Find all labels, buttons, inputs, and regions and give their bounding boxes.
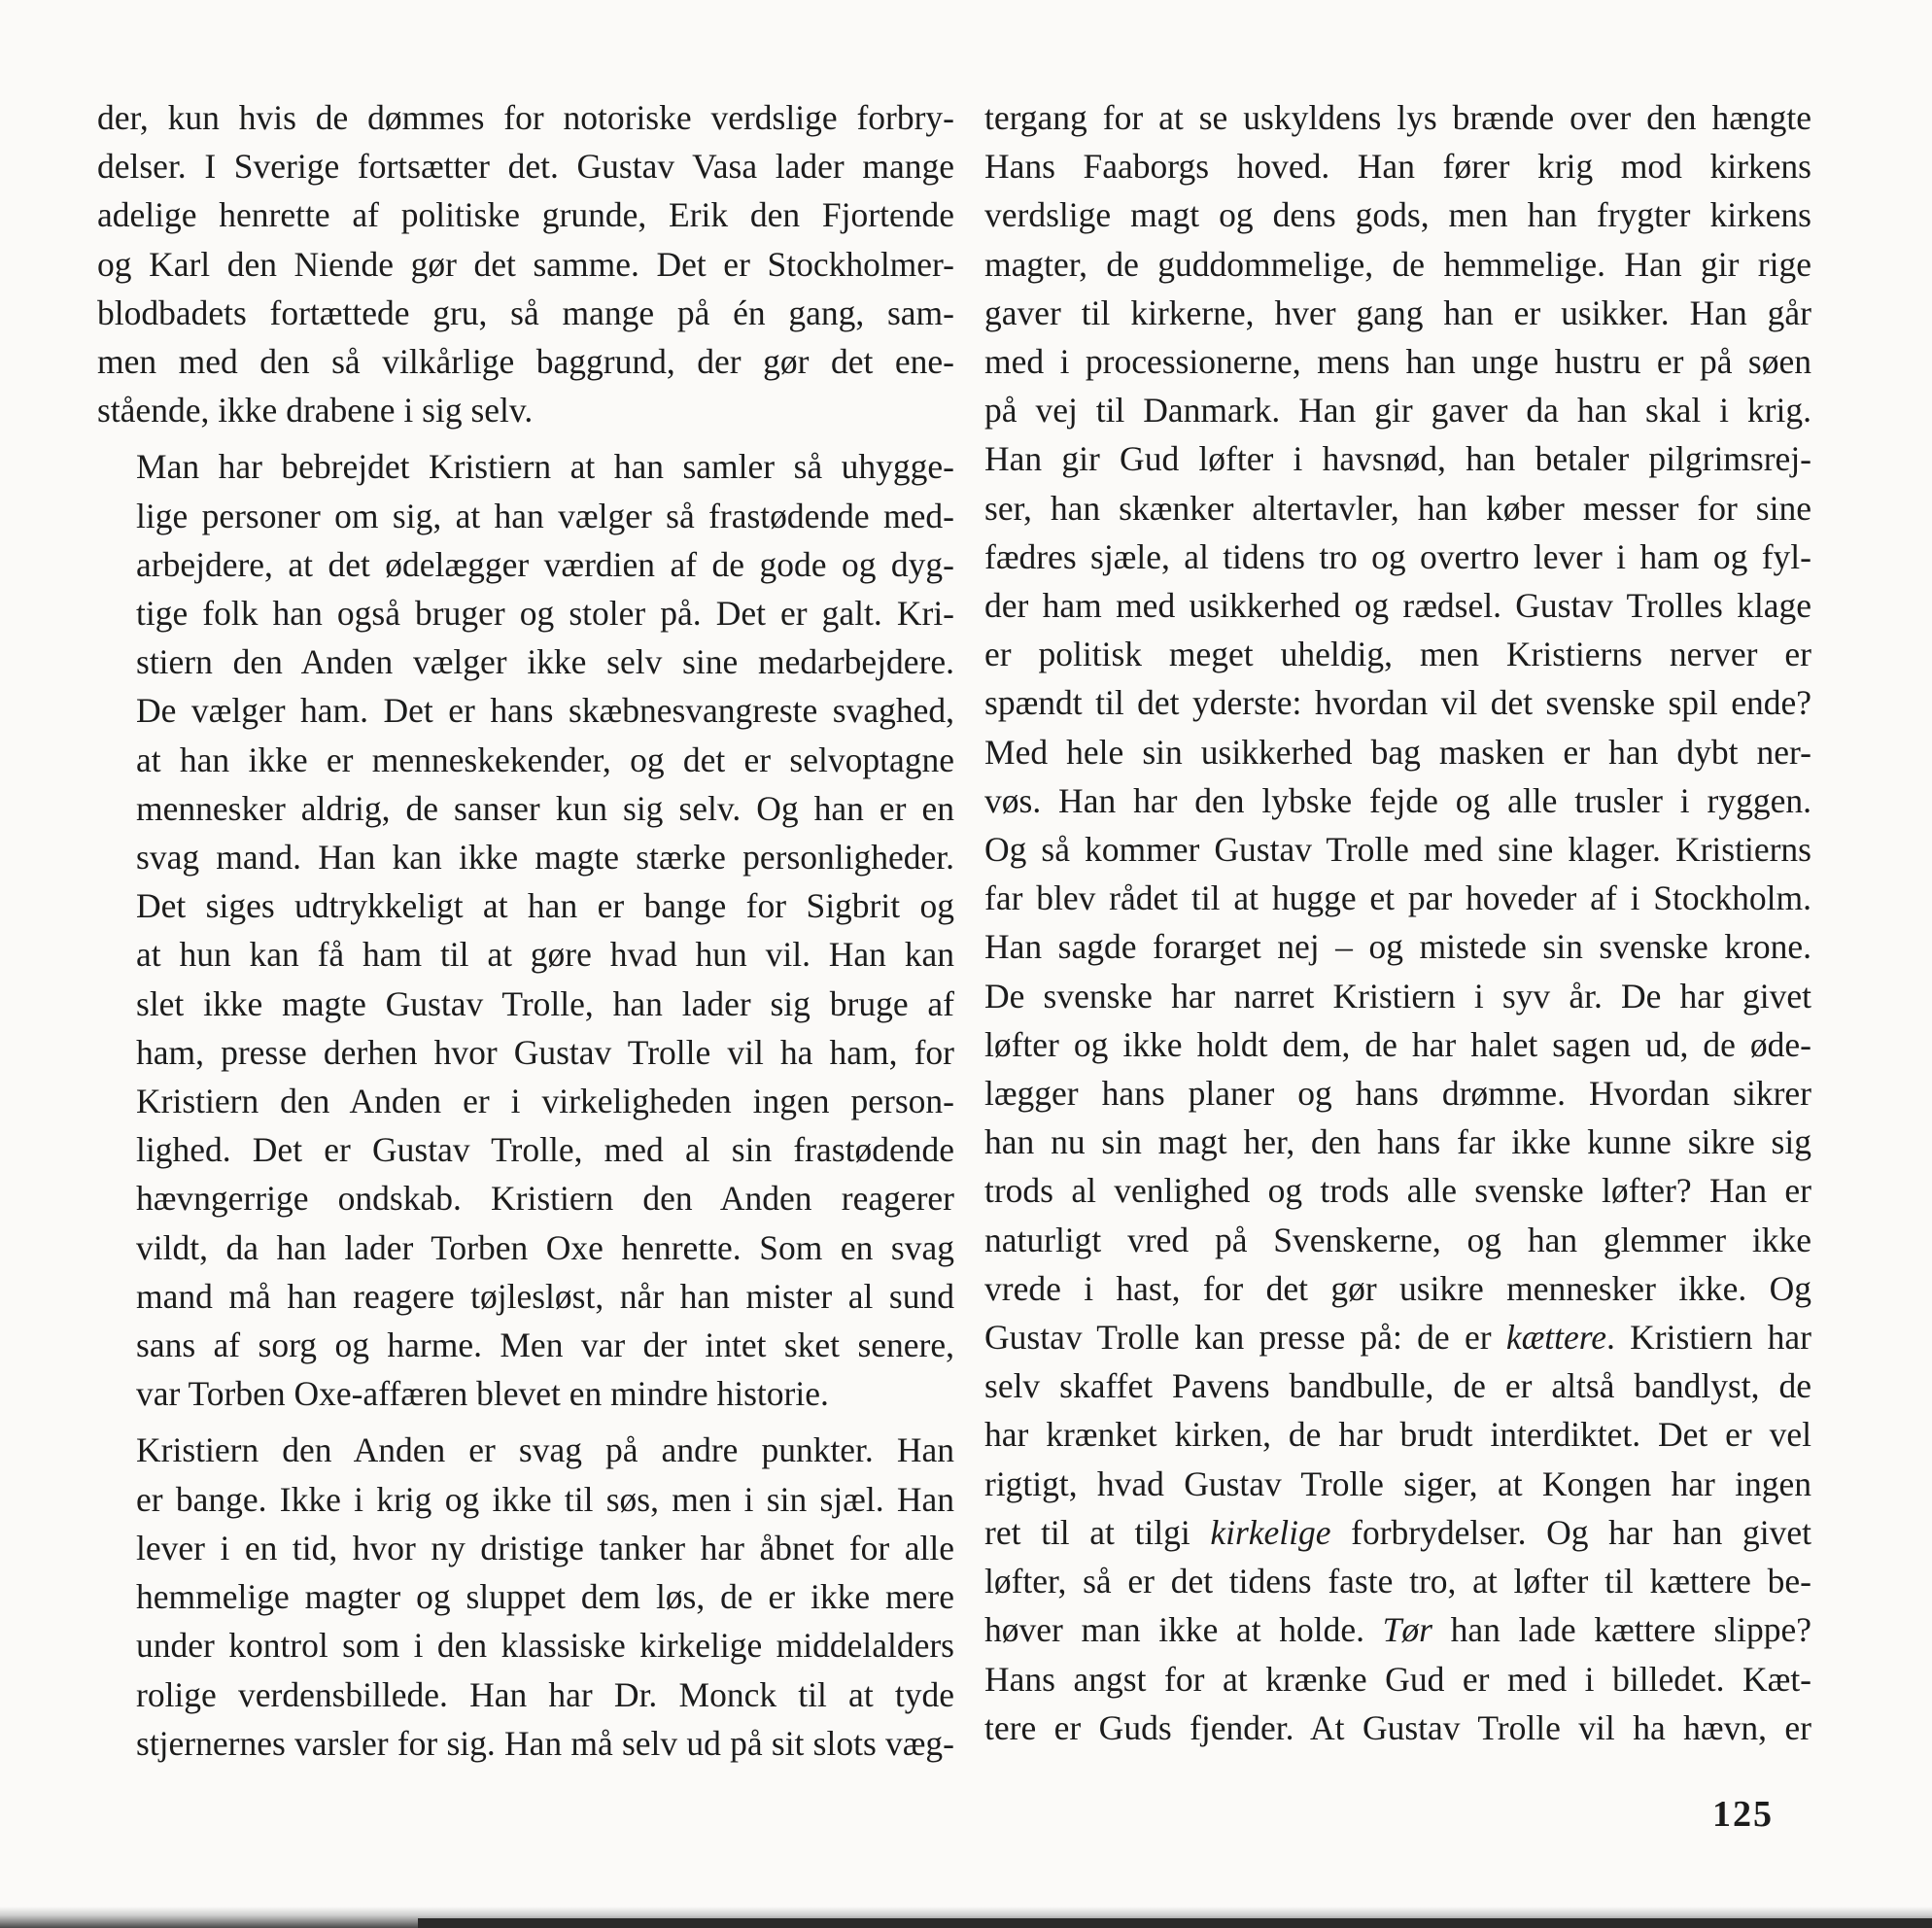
text-line: Hans angst for at krænke Gud er med i billedet. Kæt-	[984, 1659, 1811, 1699]
text-line: vrede i hast, for det gør usikre mennesker ikke. Og	[984, 1268, 1811, 1308]
text-line: lige personer om sig, at han vælger så frastødende med-	[136, 496, 954, 535]
text-line: Med hele sin usikkerhed bag masken er han dybt ner-	[984, 732, 1811, 772]
text-line: lægger hans planer og hans drømme. Hvordan sikrer	[984, 1074, 1811, 1114]
text-line: far blev rådet til at hugge et par hoveder af i Stockholm.	[984, 878, 1811, 918]
text-line: der ham med usikkerhed og rædsel. Gustav Trolles klage	[984, 586, 1811, 626]
paragraph	[984, 93, 1811, 1752]
text-fragment: ret til at tilgi	[984, 1512, 1211, 1552]
text-line: ham, presse derhen hvor Gustav Trolle vil ha ham, for	[136, 1032, 954, 1072]
text-line: hemmelige magter og sluppet dem løs, de er ikke mere	[136, 1577, 954, 1617]
text-line: naturligt vred på Svenskerne, og han glemmer ikke	[984, 1220, 1811, 1259]
text-line: på vej til Danmark. Han gir gaver da han skal i krig.	[984, 391, 1811, 430]
text-line: og Karl den Niende gør det samme. Det er Stockholmer-	[97, 244, 954, 284]
italic-word: kirkelige	[1210, 1512, 1331, 1552]
text-line: stiern den Anden vælger ikke selv sine medarbejdere.	[136, 642, 954, 682]
text-line: er bange. Ikke i krig og ikke til søs, men i sin sjæl. Han	[136, 1479, 954, 1519]
text-line: lever i en tid, hvor ny dristige tanker har åbnet for alle	[136, 1528, 954, 1567]
text-line: tige folk han også bruger og stoler på. Det er galt. Kri-	[136, 594, 954, 634]
text-line: lighed. Det er Gustav Trolle, med al sin frastødende	[136, 1130, 954, 1170]
text-line: at han ikke er menneskekender, og det er selvoptagne	[136, 740, 954, 779]
text-line: De vælger ham. Det er hans skæbnesvangreste svaghed,	[136, 691, 954, 731]
text-line: stående, ikke drabene i sig selv.	[97, 391, 534, 430]
text-line: selv skaffet Pavens bandbulle, de er altså bandlyst, de	[984, 1366, 1811, 1406]
text-line: med i processionerne, mens han unge hustru er på søen	[984, 342, 1811, 382]
text-line: adelige henrette af politiske grunde, Erik den Fjortende	[97, 195, 954, 235]
text-line: er politisk meget uheldig, men Kristierns nerver er	[984, 635, 1811, 674]
text-line: rigtigt, hvad Gustav Trolle siger, at Kongen har ingen	[984, 1463, 1811, 1503]
paragraph	[97, 93, 954, 434]
text-line: rolige verdensbillede. Han har Dr. Monck til at tyde	[136, 1674, 954, 1714]
text-fragment: høver man ikke at holde.	[984, 1610, 1383, 1650]
text-line: Hans Faaborgs hoved. Han fører krig mod kirkens	[984, 147, 1811, 187]
left-text-column	[97, 93, 954, 1768]
text-line: slet ikke magte Gustav Trolle, han lader sig bruge af	[136, 983, 954, 1023]
text-line: spændt til det yderste: hvordan vil det svenske spil ende?	[984, 683, 1811, 723]
text-line: tergang for at se uskyldens lys brænde over den hængte	[984, 98, 1811, 137]
text-line: Det siges udtrykkeligt at han er bange for Sigbrit og	[136, 886, 954, 926]
text-line: var Torben Oxe-affæren blevet en mindre historie.	[136, 1374, 829, 1414]
text-line: vøs. Han har den lybske fejde og alle trusler i ryggen.	[984, 780, 1811, 820]
text-line: Kristiern den Anden er svag på andre punkter. Han	[136, 1430, 954, 1470]
text-line: blodbadets fortættede gru, så mange på én gang, sam-	[97, 293, 954, 332]
text-line: der, kun hvis de dømmes for notoriske verdslige forbry-	[97, 98, 954, 137]
text-fragment: forbrydelser. Og har han givet	[1330, 1512, 1811, 1552]
text-fragment: Gustav Trolle kan presse på: de er	[984, 1318, 1506, 1358]
text-line: under kontrol som i den klassiske kirkelige middelalders	[136, 1626, 954, 1666]
text-line: gaver til kirkerne, hver gang han er usikker. Han går	[984, 293, 1811, 332]
text-line: sans af sorg og harme. Men var der intet sket senere,	[136, 1326, 954, 1365]
text-line: Kristiern den Anden er i virkeligheden ingen person-	[136, 1082, 954, 1121]
text-line: arbejdere, at det ødelægger værdien af de gode og dyg-	[136, 544, 954, 584]
text-line: løfter, så er det tidens faste tro, at løfter til kættere be-	[984, 1562, 1811, 1601]
text-line: trods al venlighed og trods alle svenske løfter? Han er	[984, 1171, 1811, 1211]
text-line	[984, 1605, 1811, 1654]
text-fragment: . Kristiern har	[1606, 1318, 1811, 1358]
text-line: han nu sin magt her, den hans far ikke kunne sikre sig	[984, 1122, 1811, 1162]
text-line: De svenske har narret Kristiern i syv år. De har givet	[984, 976, 1811, 1016]
text-line: tere er Guds fjender. At Gustav Trolle vil ha hævn, er	[984, 1707, 1811, 1747]
text-line: mand må han reagere tøjlesløst, når han mister al sund	[136, 1276, 954, 1316]
text-fragment: han lade kættere slippe?	[1432, 1610, 1811, 1650]
text-line: mennesker aldrig, de sanser kun sig selv. Og han er en	[136, 788, 954, 828]
paragraph	[97, 442, 954, 1418]
paragraph	[97, 1426, 954, 1767]
text-line: stjernernes varsler for sig. Han må selv ud på sit slots væg-	[136, 1723, 954, 1763]
text-line: delser. I Sverige fortsætter det. Gustav Vasa lader mange	[97, 147, 954, 187]
text-line: svag mand. Han kan ikke magte stærke personligheder.	[136, 838, 954, 878]
text-line: Han gir Gud løfter i havsnød, han betaler pilgrimsrej-	[984, 439, 1811, 479]
text-line: Og så kommer Gustav Trolle med sine klager. Kristierns	[984, 830, 1811, 870]
text-line: Man har bebrejdet Kristiern at han samler så uhygge-	[136, 447, 954, 487]
page-bottom-edge	[0, 1907, 1932, 1928]
text-line: men med den så vilkårlige baggrund, der gør det ene-	[97, 342, 954, 382]
italic-word: Tør	[1382, 1610, 1432, 1650]
text-line: har krænket kirken, de har brudt interdiktet. Det er vel	[984, 1415, 1811, 1455]
text-line: løfter og ikke holdt dem, de har halet sagen ud, de øde-	[984, 1024, 1811, 1064]
text-line: ser, han skænker altertavler, han køber messer for sine	[984, 488, 1811, 528]
italic-word: kættere	[1505, 1318, 1607, 1358]
text-line: at hun kan få ham til at gøre hvad hun vil. Han kan	[136, 935, 954, 975]
text-line: verdslige magt og dens gods, men han frygter kirkens	[984, 195, 1811, 235]
text-line	[984, 1508, 1811, 1557]
text-line	[984, 1313, 1811, 1361]
text-line: fædres sjæle, al tidens tro og overtro lever i ham og fyl-	[984, 536, 1811, 576]
text-line: magter, de guddommelige, de hemmelige. Han gir rige	[984, 244, 1811, 284]
text-line: vildt, da han lader Torben Oxe henrette. Som en svag	[136, 1227, 954, 1267]
text-line: Han sagde forarget nej – og mistede sin svenske krone.	[984, 927, 1811, 967]
page-number: 125	[1712, 1794, 1774, 1835]
text-line: hævngerrige ondskab. Kristiern den Anden reagerer	[136, 1179, 954, 1219]
right-text-column	[984, 93, 1811, 1752]
